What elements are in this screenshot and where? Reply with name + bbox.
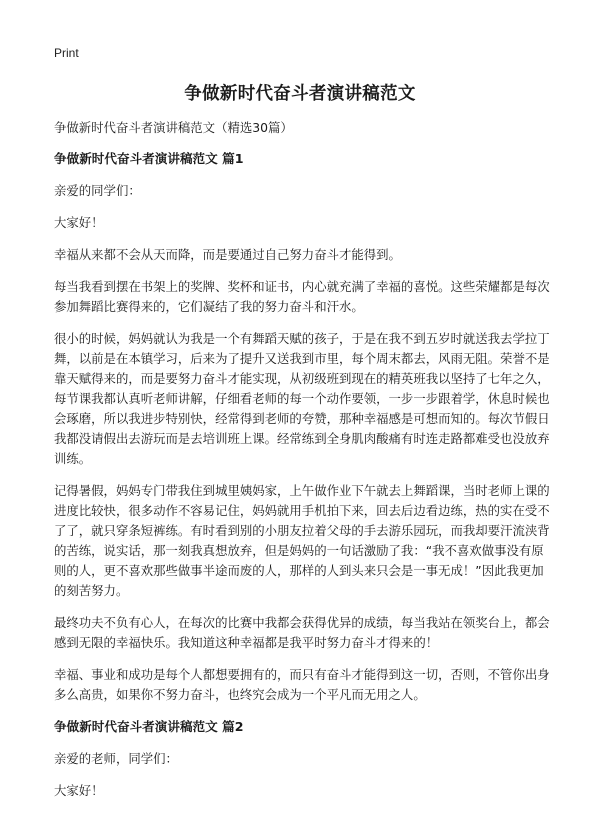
section-1-paragraph: 最终功夫不负有心人，在每次的比赛中我都会获得优异的成绩，每当我站在领奖台上，都会感到无限的幸福快乐。我知道这种幸福都是我平时努力奋斗才得来的！	[54, 615, 550, 650]
section-heading-1: 争做新时代奋斗者演讲稿范文 篇1	[54, 151, 244, 166]
section-2-greeting: 亲爱的老师，同学们：	[54, 751, 178, 766]
section-1-paragraph: 幸福从来都不会从天而降，而是要通过自己努力奋斗才能得到。	[54, 247, 401, 262]
article-subtitle: 争做新时代奋斗者演讲稿范文（精选30篇）	[54, 120, 293, 135]
section-1-paragraph: 幸福、事业和成功是每个人都想要拥有的，而只有奋斗才能得到这一切，否则，不管你出身多么高贵，如果你不努力奋斗，也终究会成为一个平凡而无用之人。	[54, 667, 550, 702]
print-link[interactable]: Print	[54, 46, 79, 60]
section-1-paragraph: 每当我看到摆在书架上的奖牌、奖杯和证书，内心就充满了幸福的喜悦。这些荣耀都是每次参加舞蹈比赛得来的，它们凝结了我的努力奋斗和汗水。	[54, 279, 550, 314]
section-1-hello: 大家好！	[54, 215, 104, 230]
article-body	[54, 118, 550, 813]
page-title: 争做新时代奋斗者演讲稿范文	[184, 84, 416, 104]
section-1-paragraph: 记得暑假，妈妈专门带我住到城里姨妈家，上午做作业下午就去上舞蹈课，当时老师上课的进度比较快，很多动作不容易记住，妈妈就用手机拍下来，回去后边看边练，热的实在受不了了，就只穿条短裤练。有时看到别的小朋友拉着父母的手去游乐园玩，而我却要汗流浃背的苦练，说实话，那一刻我真想放弃，但是妈妈的一句话激励了我：“我不喜欢做事没有原则的人，更不喜欢那些做事半途而废的人，那样的人到头来只会是一事无成！”因此我更加的刻苦努力。	[54, 483, 550, 598]
section-1-paragraph: 很小的时候，妈妈就认为我是一个有舞蹈天赋的孩子，于是在我不到五岁时就送我去学拉丁舞，以前是在本镇学习，后来为了提升又送我到市里，每个周末都去，风雨无阻。荣誉不是靠天赋得来的，而是要努力奋斗才能实现，从初级班到现在的精英班我以坚持了七年之久，每节课我都认真听老师讲解，仔细看老师的每一个动作要领，一步一步跟着学，休息时候也会琢磨，所以我进步特别快，经常得到老师的夸赞，那种幸福感是可想而知的。每次节假日我都没请假出去游玩而是去培训班上课。经常练到全身肌肉酸痛有时连走路都难受也没放弃训练。	[54, 331, 550, 466]
section-2-hello: 大家好！	[54, 783, 104, 798]
section-heading-2: 争做新时代奋斗者演讲稿范文 篇2	[54, 719, 244, 734]
section-1-greeting: 亲爱的同学们：	[54, 183, 141, 198]
